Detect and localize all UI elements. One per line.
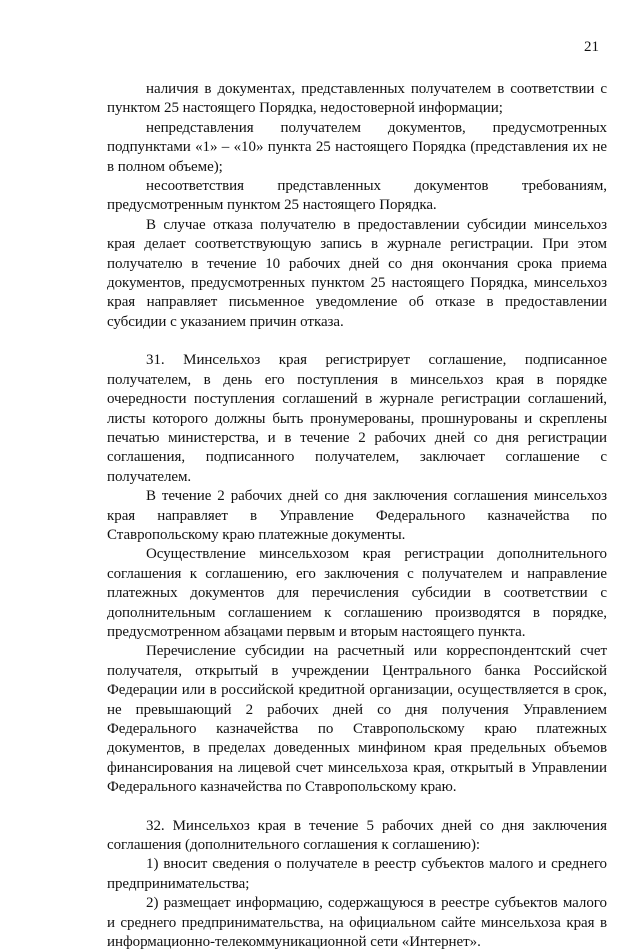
page-number: 21	[584, 39, 599, 55]
paragraph-registry-publication: 2) размещает информацию, содержащуюся в реестре субъектов малого и среднего предпринимательства, на официальном сайте минсельхоза края в информационно-телекоммуникационной сети «Интернет».	[107, 895, 607, 951]
paragraph-additional-agreement: Осуществление минсельхозом края регистрации дополнительного соглашения к соглашению, его заключения с получателем и направление платежных документов для перечисления субсидии в соответствии с дополнительным соглашением к соглашению производятся в порядке, предусмотренном абзацами первым и вторым настоящего пункта.	[107, 546, 607, 640]
paragraph-payment-documents: В течение 2 рабочих дней со дня заключения соглашения минсельхоз края направляет в Управление Федерального казначейства по Ставропольскому краю платежные документы.	[107, 488, 607, 543]
paragraph-inaccurate-info: наличия в документах, представленных получателем в соответствии с пунктом 25 настоящего Порядка, недостоверной информации;	[107, 81, 607, 117]
paragraph-subsidy-transfer: Перечисление субсидии на расчетный или корреспондентский счет получателя, открытый в учреждении Центрального банка Российской Федерации или в российской кредитной организации, осуществляется в срок, не превышающий 2 рабочих дней со дня получения Управлением Федерального казначейства по Ставропольскому краю платежных документов, в пределах доведенных минфином края предельных объемов финансирования на лицевой счет минсельхоза края, открытый в Управлении Федерального казначейства по Ставропольскому краю.	[107, 643, 607, 796]
paragraph-section-32: 32. Минсельхоз края в течение 5 рабочих дней со дня заключения соглашения (дополнительного соглашения к соглашению):	[107, 817, 607, 854]
paragraph-nonconforming-documents: несоответствия представленных документов требованиям, предусмотренным пунктом 25 настоящего Порядка.	[107, 178, 607, 214]
paragraph-missing-documents: непредставления получателем документов, предусмотренных подпунктами «1» – «10» пункта 25 настоящего Порядка (представления их не в полном объеме);	[107, 119, 607, 175]
paragraph-section-31: 31. Минсельхоз края регистрирует соглашение, подписанное получателем, в день его поступления в минсельхоз края в порядке очередности поступления соглашений в журнале регистрации соглашений, листы которого должны быть пронумерованы, прошнурованы и скреплены печатью министерства, и в течение 2 рабочих дней со дня регистрации соглашения, подписанного получателем, заключает соглашение с получателем.	[107, 352, 607, 485]
document-body	[107, 80, 607, 952]
paragraph-refusal-notice: В случае отказа получателю в предоставлении субсидии минсельхоз края делает соответствующую запись в журнале регистрации. При этом получателю в течение 10 рабочих дней со дня окончания срока приема документов, предусмотренных пунктом 25 настоящего Порядка, минсельхоз края направляет письменное уведомление об отказе в предоставлении субсидии с указанием причин отказа.	[107, 216, 607, 330]
paragraph-registry-entry: 1) вносит сведения о получателе в реестр субъектов малого и среднего предпринимательства;	[107, 856, 607, 892]
